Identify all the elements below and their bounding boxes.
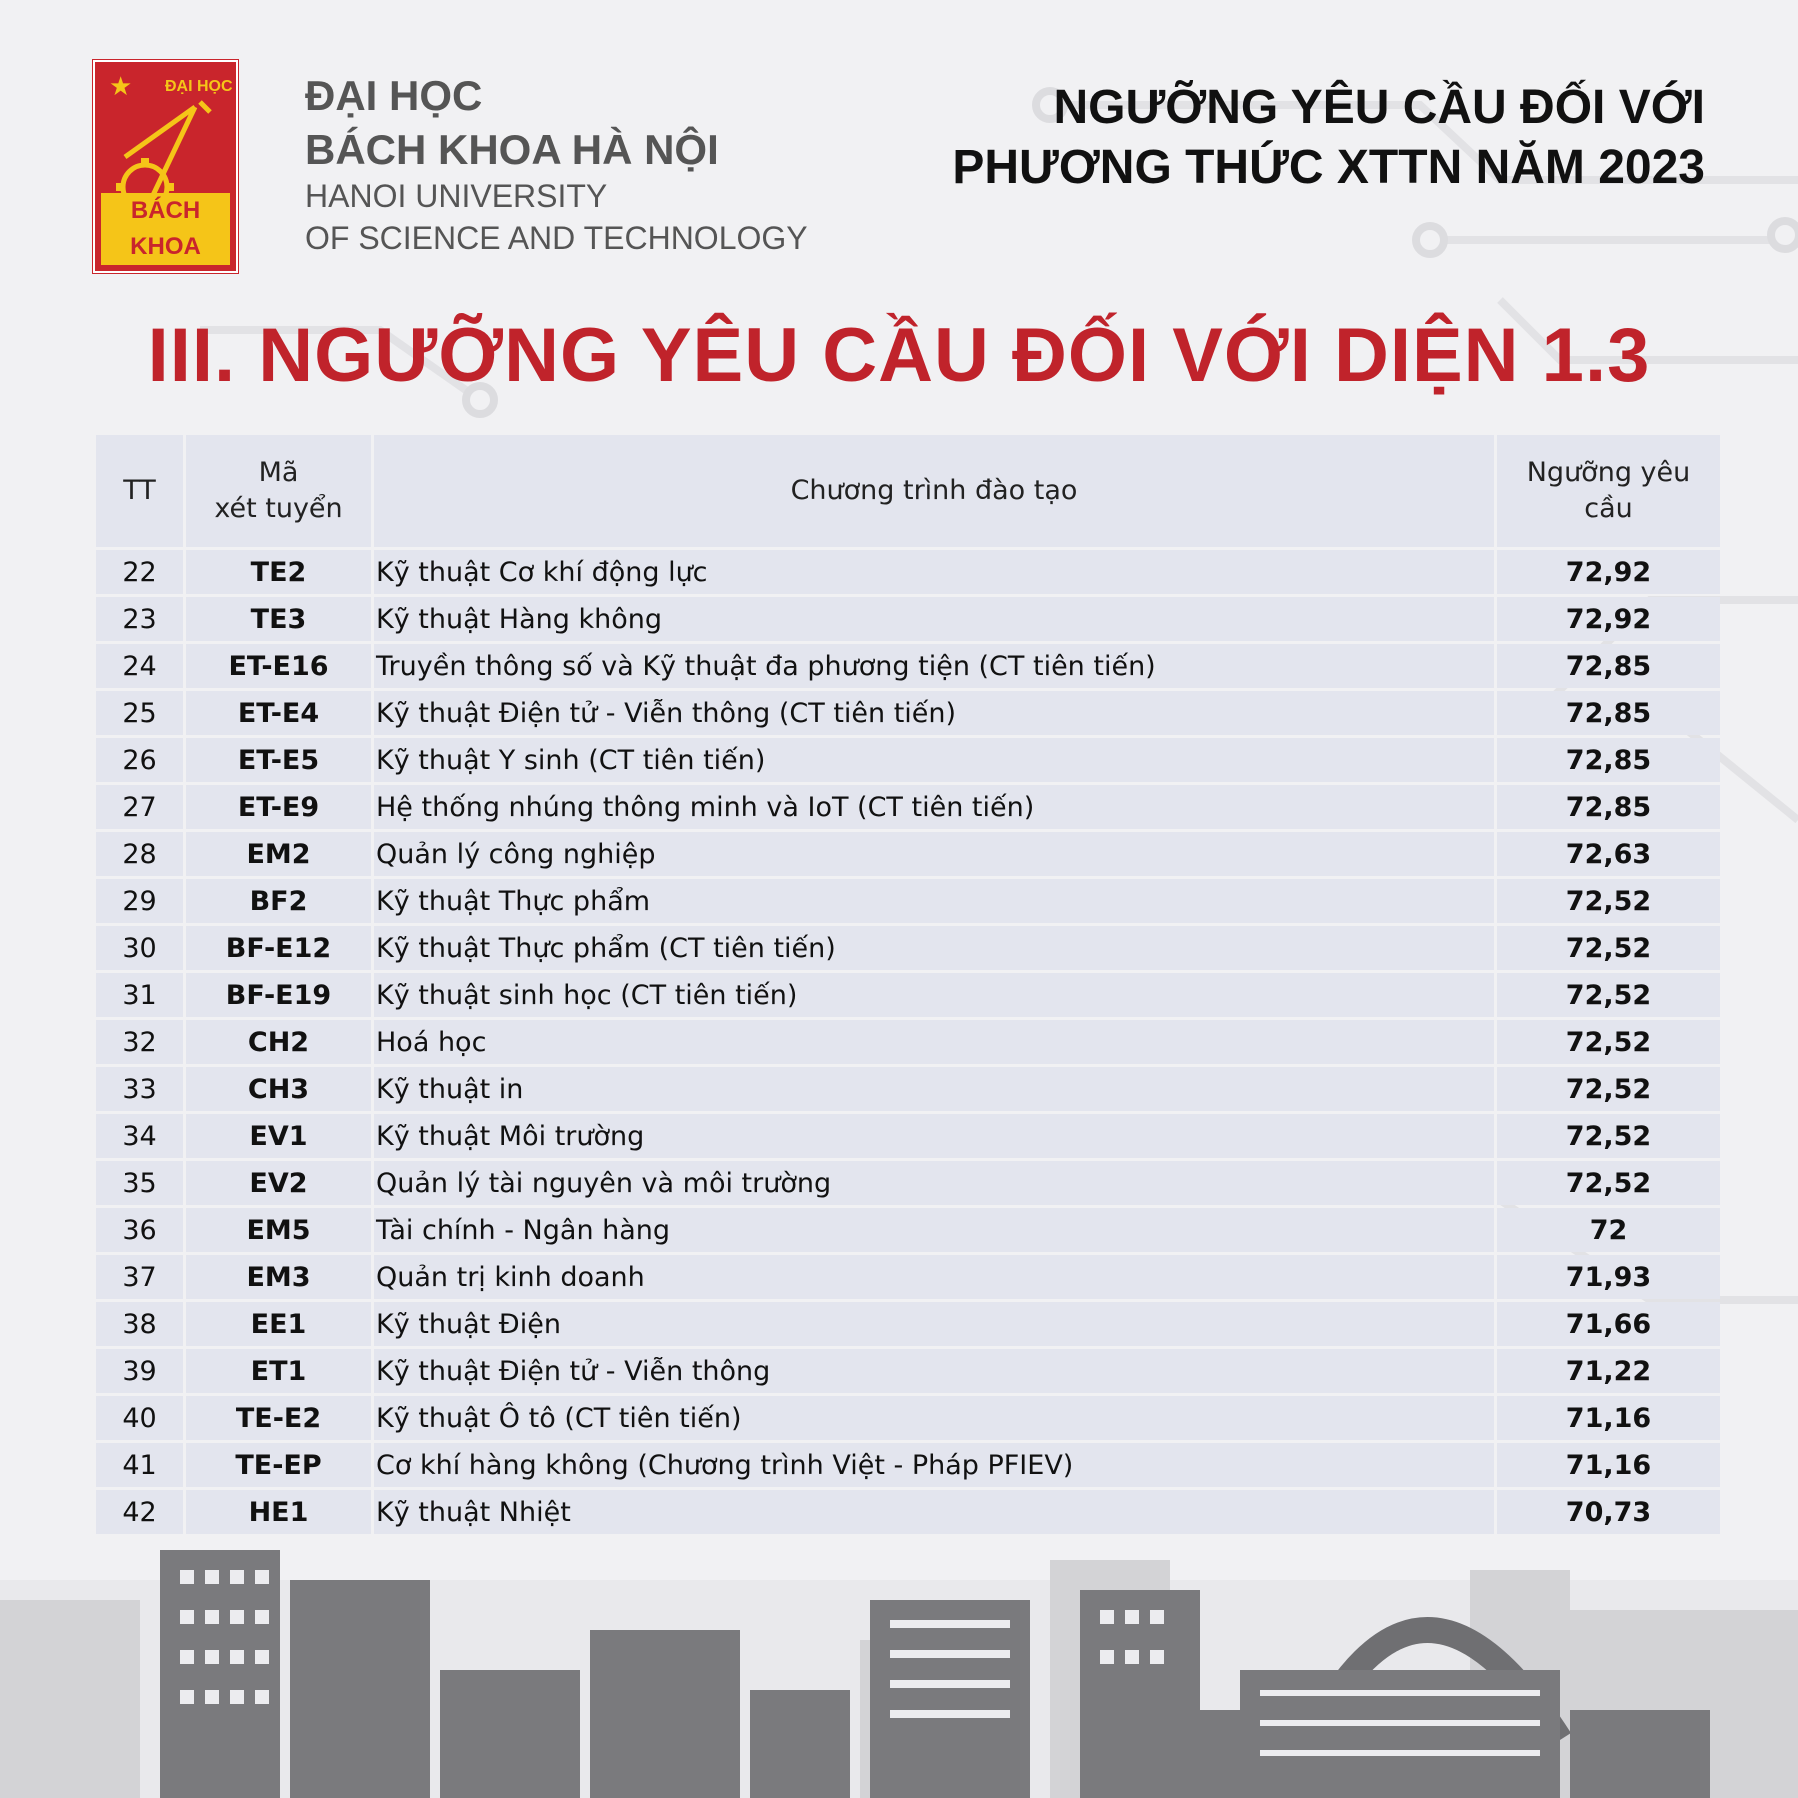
- row-tt: 40: [96, 1396, 183, 1440]
- section-heading: III. NGƯỠNG YÊU CẦU ĐỐI VỚI DIỆN 1.3: [147, 313, 1651, 398]
- row-tt: 27: [96, 785, 183, 829]
- row-code: EM5: [186, 1208, 371, 1252]
- row-threshold: 71,93: [1497, 1255, 1720, 1299]
- university-name-en-line2: OF SCIENCE AND TECHNOLOGY: [305, 220, 808, 256]
- row-threshold: 70,73: [1497, 1490, 1720, 1534]
- row-code: EM3: [186, 1255, 371, 1299]
- row-code: CH3: [186, 1067, 371, 1111]
- row-tt: 33: [96, 1067, 183, 1111]
- row-program: Quản lý công nghiệp: [374, 832, 1494, 876]
- row-tt: 35: [96, 1161, 183, 1205]
- table-row: [96, 785, 1720, 829]
- row-threshold: 72,85: [1497, 691, 1720, 735]
- table-row: [96, 832, 1720, 876]
- table-row: [96, 1208, 1720, 1252]
- row-program: Kỹ thuật Điện tử - Viễn thông: [374, 1349, 1494, 1393]
- row-tt: 34: [96, 1114, 183, 1158]
- row-code: HE1: [186, 1490, 371, 1534]
- row-threshold: 72,85: [1497, 738, 1720, 782]
- row-program: Quản lý tài nguyên và môi trường: [374, 1161, 1494, 1205]
- row-tt: 24: [96, 644, 183, 688]
- row-tt: 32: [96, 1020, 183, 1064]
- table-row: [96, 1396, 1720, 1440]
- row-threshold: 72,52: [1497, 1020, 1720, 1064]
- row-program: Quản trị kinh doanh: [374, 1255, 1494, 1299]
- table-row: [96, 1020, 1720, 1064]
- row-tt: 30: [96, 926, 183, 970]
- university-name-vi-line1: ĐẠI HỌC: [305, 72, 483, 119]
- row-program: Kỹ thuật in: [374, 1067, 1494, 1111]
- table-row: [96, 1114, 1720, 1158]
- university-name-vi-line2: BÁCH KHOA HÀ NỘI: [305, 126, 719, 173]
- row-program: Tài chính - Ngân hàng: [374, 1208, 1494, 1252]
- row-tt: 25: [96, 691, 183, 735]
- row-program: Kỹ thuật Điện tử - Viễn thông (CT tiên tiến): [374, 691, 1494, 735]
- table-row: [96, 1302, 1720, 1346]
- star-icon: ★: [109, 72, 133, 102]
- row-program: Kỹ thuật Y sinh (CT tiên tiến): [374, 738, 1494, 782]
- row-tt: 38: [96, 1302, 183, 1346]
- row-threshold: 72,52: [1497, 879, 1720, 923]
- row-threshold: 72,63: [1497, 832, 1720, 876]
- row-code: ET-E4: [186, 691, 371, 735]
- row-code: EV1: [186, 1114, 371, 1158]
- row-threshold: 71,16: [1497, 1443, 1720, 1487]
- header-code: Mã xét tuyển: [186, 435, 371, 547]
- row-code: EE1: [186, 1302, 371, 1346]
- row-program: Truyền thông số và Kỹ thuật đa phương tiện (CT tiên tiến): [374, 644, 1494, 688]
- header-threshold: Ngưỡng yêu cầu: [1497, 435, 1720, 547]
- row-tt: 23: [96, 597, 183, 641]
- row-program: Hệ thống nhúng thông minh và IoT (CT tiên tiến): [374, 785, 1494, 829]
- row-tt: 37: [96, 1255, 183, 1299]
- row-threshold: 72,52: [1497, 1114, 1720, 1158]
- table-row: [96, 597, 1720, 641]
- table-row: [96, 926, 1720, 970]
- table-row: [96, 973, 1720, 1017]
- row-threshold: 72,85: [1497, 644, 1720, 688]
- row-tt: 42: [96, 1490, 183, 1534]
- row-threshold: 71,16: [1497, 1396, 1720, 1440]
- header-tt: TT: [96, 435, 183, 547]
- row-tt: 41: [96, 1443, 183, 1487]
- row-threshold: 72,52: [1497, 1067, 1720, 1111]
- row-code: ET-E5: [186, 738, 371, 782]
- table-row: [96, 1161, 1720, 1205]
- header-program: Chương trình đào tạo: [374, 435, 1494, 547]
- bach-khoa-logo: [93, 60, 238, 273]
- row-tt: 22: [96, 550, 183, 594]
- city-skyline-illustration: [0, 1540, 1798, 1798]
- row-code: ET-E9: [186, 785, 371, 829]
- row-code: TE3: [186, 597, 371, 641]
- row-program: Kỹ thuật sinh học (CT tiên tiến): [374, 973, 1494, 1017]
- row-program: Kỹ thuật Hàng không: [374, 597, 1494, 641]
- row-code: TE-EP: [186, 1443, 371, 1487]
- table-row: [96, 1443, 1720, 1487]
- row-threshold: 72,92: [1497, 550, 1720, 594]
- row-threshold: 72,52: [1497, 1161, 1720, 1205]
- row-program: Kỹ thuật Cơ khí động lực: [374, 550, 1494, 594]
- row-tt: 29: [96, 879, 183, 923]
- row-code: TE-E2: [186, 1396, 371, 1440]
- logo-bottom-text: BÁCH KHOA: [101, 193, 230, 265]
- row-tt: 26: [96, 738, 183, 782]
- table-row: [96, 1349, 1720, 1393]
- row-code: BF2: [186, 879, 371, 923]
- row-program: Hoá học: [374, 1020, 1494, 1064]
- table-row: [96, 1067, 1720, 1111]
- row-code: CH2: [186, 1020, 371, 1064]
- row-tt: 28: [96, 832, 183, 876]
- university-name-en-line1: HANOI UNIVERSITY: [305, 178, 608, 214]
- logo-top-text: ĐẠI HỌC: [165, 78, 233, 95]
- row-code: EV2: [186, 1161, 371, 1205]
- row-program: Kỹ thuật Môi trường: [374, 1114, 1494, 1158]
- row-code: ET1: [186, 1349, 371, 1393]
- row-code: TE2: [186, 550, 371, 594]
- table-row: [96, 550, 1720, 594]
- page-title-line1: NGƯỠNG YÊU CẦU ĐỐI VỚI: [1053, 81, 1705, 134]
- table-row: [96, 879, 1720, 923]
- row-tt: 31: [96, 973, 183, 1017]
- row-tt: 36: [96, 1208, 183, 1252]
- row-code: BF-E19: [186, 973, 371, 1017]
- row-program: Kỹ thuật Thực phẩm (CT tiên tiến): [374, 926, 1494, 970]
- table-row: [96, 1490, 1720, 1534]
- row-threshold: 72,52: [1497, 973, 1720, 1017]
- table-row: [96, 738, 1720, 782]
- page-title-line2: PHƯƠNG THỨC XTTN NĂM 2023: [952, 141, 1705, 194]
- table-row: [96, 644, 1720, 688]
- row-program: Kỹ thuật Ô tô (CT tiên tiến): [374, 1396, 1494, 1440]
- row-threshold: 72,92: [1497, 597, 1720, 641]
- row-code: EM2: [186, 832, 371, 876]
- table-row: [96, 1255, 1720, 1299]
- row-threshold: 72: [1497, 1208, 1720, 1252]
- row-threshold: 72,85: [1497, 785, 1720, 829]
- table-row: [96, 691, 1720, 735]
- row-threshold: 71,22: [1497, 1349, 1720, 1393]
- row-code: BF-E12: [186, 926, 371, 970]
- row-threshold: 72,52: [1497, 926, 1720, 970]
- row-code: ET-E16: [186, 644, 371, 688]
- row-program: Kỹ thuật Thực phẩm: [374, 879, 1494, 923]
- row-tt: 39: [96, 1349, 183, 1393]
- row-program: Cơ khí hàng không (Chương trình Việt - Pháp PFIEV): [374, 1443, 1494, 1487]
- row-threshold: 71,66: [1497, 1302, 1720, 1346]
- threshold-table: [93, 432, 1723, 1537]
- table-header-row: [96, 435, 1720, 547]
- row-program: Kỹ thuật Nhiệt: [374, 1490, 1494, 1534]
- row-program: Kỹ thuật Điện: [374, 1302, 1494, 1346]
